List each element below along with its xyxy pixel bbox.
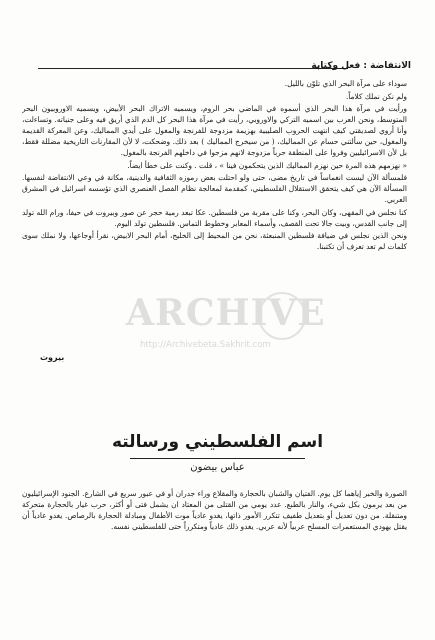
article-title: اسم الفلسطيني ورسالته <box>111 432 324 452</box>
paragraph: فلمسألة الآن ليست انغماساً في تاريخ مضى، حتى ولو احتلت بعض رموزه الثقافية والدينية، مكانة في وعي الانتفاضة لنفسها. المسألة الآن هي كيف يتحقق الاستقلال الفلسطيني، كمقدمة لمعالجة نظام الفصل العنصري الذي تؤسسه اسرائيل في المشرق العربي. <box>22 173 407 204</box>
paragraph: ولم نكن نملك كلاماً. <box>345 91 407 101</box>
upper-article-body <box>22 78 407 346</box>
watermark-url: http://Archivebeta.Sakhrit.com <box>140 340 271 350</box>
dateline-city: بيروت <box>40 353 65 362</box>
article-author: عباس بيضون <box>190 462 245 473</box>
watermark-text: ARCHIVE <box>126 292 326 334</box>
paragraph: كنا نجلس في المقهى، وكان البحر، وكنا على مقربة من فلسطين. عكا تبعد رمية حجر عن صور وبيروت في حيفا، ورام الله تولد إلى جانب القدس، وبيت جالا تحت القصف، وأسماء المعابر وخطوط التماس. فلسطين تولد اليوم. <box>22 207 407 228</box>
paragraph: الصورة والخبر إياهما كل يوم. الفتيان والشبان بالحجارة والمقلاع وراء جدران أو في عبور سريع في الشارع. الجنود الإسرائيليون من بعد يرمون بكل شيء، والنار بالطبع. عدد يومي من القتلى من المعتاد ان يشمل فتى أو أكثر، حرب غيار بالحجارة متحركة ومتنقلة. من دون تعديل أو بتعديل طفيف تتكرر الأمور ذاتها، يغدو عادياً موت الأطفال ومبادلة الحجارة بالرصاص. يغدو عادياً أن يقتل يهودي المستعمرات المسلح عربياً لأنه عربي. يغدو ذلك عادياً ومتكرراً حتى للفلسطيني نفسه. <box>22 489 407 531</box>
paragraph: ونحن الذين نجلس في ضيافة فلسطين المنبعثة، نحن من المحيط إلى الخليج، أمام البحر الابيض، نقرأ أوجاعها، ولا نملك سوى كلمات لم تعد تعرف أن تكتبنا. <box>22 231 407 251</box>
paragraph: « نهزمهم هذه المرة حين نهزم المماليك الذين يتحكمون فينا » ، قلت . وكنت على خطأ ايضاً. <box>127 160 407 170</box>
paragraph: ورأيت في مرآة هذا البحر الذي أسموه في الماضي بحر الروم، ويسميه الاتراك البحر الأبيض، ويسميه الاوروبيون البحر المتوسط، ونحن العرب بين اسميه التركي والاوروبي، رأيت في مرآة هذا البحر كل الدم الذي أريق فيه وعلى جنباته. وتساءلت، وأنا أروي لصديقتي كيف انتهت الحروب الصليبية بهزيمة مزدوجة للفرنجة والمغول على أيدي المماليك، وعن المعركة القديمة والمغول، حين سألتني حسام عن المماليك، ( من سيخرج المماليك ) بعد ذلك. وضحكت، لا لأن المقارنات التاريخية مضللة فقط، بل لأن الاسرائيليين وفروا على المنطقة حرباً مزدوجة لانهم مزجوا في داخلهم الفرنجة بالمغول. <box>22 104 407 157</box>
paragraph: سوداء على مرآة البحر الذي تلوّن بالليل. <box>284 79 407 88</box>
title-underline <box>130 458 305 459</box>
section-label: الانتفاضة : فعل وكتابة <box>311 61 411 71</box>
header-rule <box>38 68 348 69</box>
lower-article-body <box>22 488 407 588</box>
